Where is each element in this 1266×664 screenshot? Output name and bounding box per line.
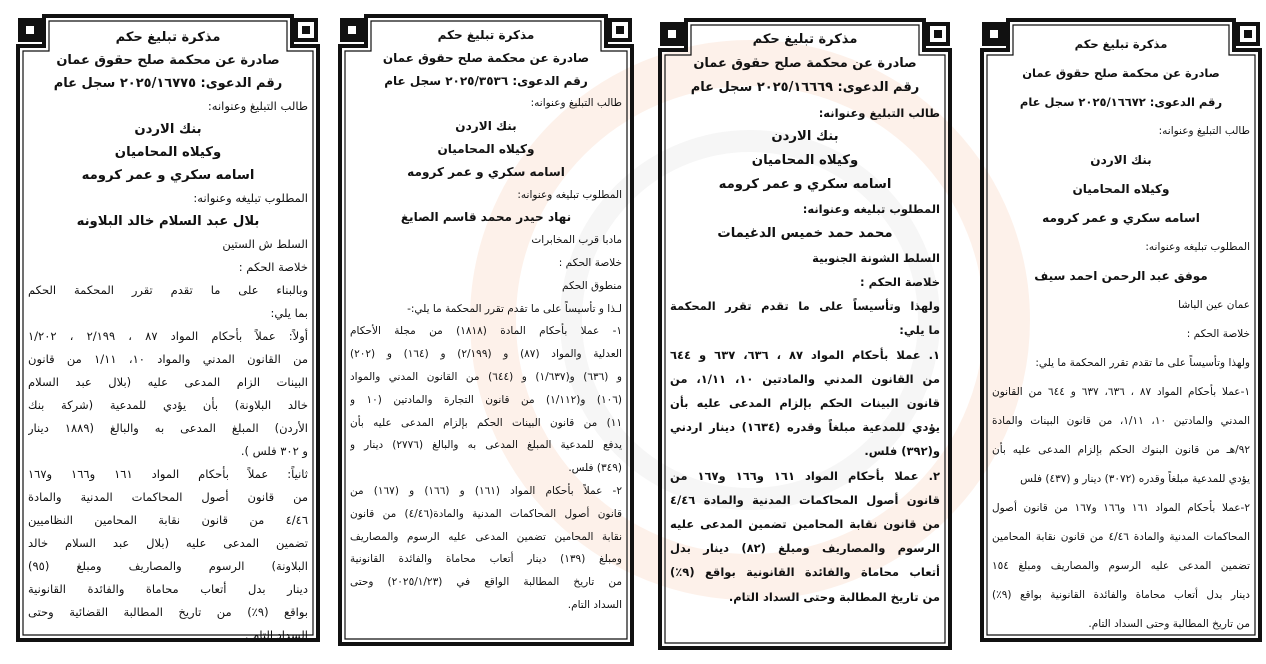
judgment-line: ٩٢/هـ من قانون البنوك الحكم بإلزام المدعى عليه بأن — [992, 444, 1250, 456]
requester-line: بنك الاردن — [134, 122, 202, 137]
judgment-line: خالد البلاونة) بأن يؤدي للمدعية (شركة بنك — [28, 398, 308, 412]
judgment-paragraph — [670, 343, 940, 464]
requester-line: وكيلاه المحاميان — [1072, 182, 1170, 196]
judgment-line: (٣٤٩) فلس. — [568, 462, 622, 475]
judgment-line: بما يلي: — [270, 306, 308, 320]
judgment-line: العدلية والمواد (٨٧) و (٢/١٩٩) و (١٦٤) و (٢٠٢) — [350, 348, 622, 361]
respondent-name: بلال عبد السلام خالد البلاونه — [76, 214, 260, 229]
judgment-line: المحاكمات المدنية والمادة ٤/٤٦ من قانون نقابة المحامين — [992, 531, 1250, 543]
summary-label: خلاصة الحكم : — [1186, 328, 1250, 340]
requester-label: طالب التبليغ وعنوانه: — [207, 99, 308, 113]
judgment-line: ما يلي: — [899, 323, 940, 338]
requester-line: اسامه سكري و عمر كرومه — [1042, 211, 1200, 225]
judgment-line: أتعاب محاماة والفائدة القانونية بواقع (٩٪) — [670, 565, 940, 580]
notice-16672 — [978, 14, 1264, 644]
respondent-address: عمان عين الباشا — [1178, 299, 1250, 311]
requester-line: اسامه سكري و عمر كرومه — [718, 177, 892, 193]
judgment-paragraph — [992, 378, 1250, 494]
judgment-line: و (٦٣٦) و(١/٦٣٧) و (٦٤٤) من القانون المدني والمواد — [350, 370, 622, 383]
judgment-line: قانون البينات الحكم بإلزام المدعى عليه بأن — [670, 396, 940, 411]
judgment-line: تضمين المدعى عليه الرسوم والمصاريف ومبلغ ١٥٤ — [992, 560, 1250, 572]
respondent-name: محمد حمد خميس الدغيمات — [717, 225, 893, 241]
judgment-line: الأردن) المبلغ المدعى به والبالغ (١٨٨٩ دينار — [28, 421, 308, 435]
notice-title: مذكرة تبليغ حكم — [437, 28, 535, 42]
judgment-line: من تاريخ المطالبة وحتى السداد التام. — [728, 589, 940, 604]
judgment-line: من قانون نقابة المحامين تضمين المدعى عليه — [670, 517, 940, 532]
judgment-line: قانون أصول المحاكمات المدنية والمادة(٤/٤٦) من قانون — [350, 507, 622, 520]
judgment-paragraph — [28, 463, 308, 647]
requester-line: وكيلاه المحاميان — [114, 145, 222, 160]
judgment-line: ثانياً: عملاً بأحكام المواد ١٦١ و١٦٦ و١٦٧ — [28, 467, 308, 481]
judgment-line: تضمين المدعى عليه (بلال عبد السلام خالد — [28, 536, 308, 550]
notice-content — [350, 24, 622, 617]
judgment-line: ١-عملا بأحكام المواد ٨٧ ، ٦٣٦، ٦٣٧ و ٦٤٤ من القانون — [992, 386, 1250, 398]
operative-label: منطوق الحكم — [562, 279, 622, 292]
judgment-line: من قانون أصول المحاكمات المدنية والمادة — [28, 490, 308, 504]
judgment-paragraph — [670, 294, 940, 342]
respondent-label: المطلوب تبليغه وعنوانه: — [802, 202, 940, 217]
court-name: صادرة عن محكمة صلح حقوق عمان — [56, 53, 280, 68]
respondent-name: موفق عبد الرحمن احمد سيف — [1034, 269, 1208, 283]
respondent-label: المطلوب تبليغه وعنوانه: — [1145, 241, 1250, 253]
respondent-address: السلط الشونة الجنوبية — [812, 250, 940, 265]
case-number: رقم الدعوى: ٢٠٢٥/١٦٧٧٥ سجل عام — [53, 76, 283, 91]
judgment-line: ولهذا وتأسيساً على ما تقدم تقرر المحكمة — [670, 299, 940, 314]
requester-line: بنك الاردن — [455, 119, 517, 134]
respondent-label: المطلوب تبليغه وعنوانه: — [193, 191, 308, 205]
judgment-line: ومبلغ (١٣٩) دينار أتعاب محاماة والفائدة القانونية — [350, 553, 622, 566]
judgment-line: وبالبناء على ما تقدم تقرر المحكمة الحكم — [28, 283, 308, 297]
respondent-name: نهاد حيدر محمد قاسم الصايغ — [400, 210, 572, 225]
judgment-line: ١١) من قانون البينات الحكم بإلزام المدعى عليه بأن — [350, 416, 622, 429]
notice-content — [670, 28, 940, 609]
requester-label: طالب التبليغ وعنوانه: — [818, 105, 940, 120]
judgment-line: البينات الزام المدعى عليه (بلال عبد السلام — [28, 375, 308, 389]
judgment-paragraph — [992, 349, 1250, 378]
judgment-line: بواقع (٩٪) من تاريخ المطالبة القضائية وحتى — [28, 605, 308, 619]
case-number: رقم الدعوى: ٢٠٢٥/٣٥٣٦ سجل عام — [384, 73, 588, 88]
respondent-address: السلط ش الستين — [222, 237, 308, 251]
case-number: رقم الدعوى: ٢٠٢٥/١٦٦٦٩ سجل عام — [690, 80, 920, 96]
summary-label: خلاصة الحكم : — [860, 275, 940, 290]
requester-line: وكيلاه المحاميان — [437, 141, 535, 156]
judgment-line: و ٣٠٢ فلس ). — [240, 444, 308, 458]
judgment-line: ٤/٤٦ من قانون نقابة المحامين النظاميين — [28, 513, 308, 527]
judgment-line: دينار بدل أتعاب محاماة والفائدة القانونية — [28, 582, 308, 596]
judgment-line: من تاريخ المطالبة الواقع في (٢٠٢٥/١/٢٣) وحتى — [350, 576, 622, 589]
judgment-line: و(٣٩٢) فلس. — [864, 444, 940, 459]
requester-line: بنك الاردن — [771, 128, 839, 144]
judgment-line: دينار بدل أتعاب محاماة والفائدة القانونية بواقع (٩٪) — [992, 589, 1250, 601]
judgment-paragraph — [992, 494, 1250, 639]
judgment-paragraph — [350, 480, 622, 617]
summary-label: خلاصة الحكم : — [238, 260, 308, 274]
judgment-paragraph — [28, 325, 308, 463]
notice-title: مذكرة تبليغ حكم — [115, 30, 221, 45]
judgment-line: أولاً: عملاً بأحكام المواد ٨٧ ، ٢/١٩٩ ، ١/٢٠٢ — [28, 329, 308, 343]
judgment-line: يدفع للمدعية المبلغ المدعى به والبالغ (٢٧٧٦) دينار و — [350, 439, 622, 452]
requester-line: اسامه سكري و عمر كرومه — [407, 164, 565, 179]
court-name: صادرة عن محكمة صلح حقوق عمان — [693, 56, 917, 72]
judgment-line: يؤدي للمدعية مبلغاً وقدره (١٦٣٤) دينار اردني — [670, 420, 940, 435]
judgment-paragraph — [670, 464, 940, 609]
judgment-line: ٢-عملا بأحكام المواد ١٦١ و١٦٦ و١٦٧ من قانون أصول — [992, 502, 1250, 514]
respondent-label: المطلوب تبليغه وعنوانه: — [517, 188, 622, 201]
judgment-line: المدني والمادتين ١٠، ١/١١، من قانون البينات والمادة — [992, 415, 1250, 427]
notice-3536 — [336, 10, 636, 648]
requester-label: طالب التبليغ وعنوانه: — [1158, 125, 1250, 137]
notice-title: مذكرة تبليغ حكم — [752, 32, 858, 47]
court-name: صادرة عن محكمة صلح حقوق عمان — [1022, 66, 1220, 80]
case-number: رقم الدعوى: ٢٠٢٥/١٦٦٧٢ سجل عام — [1019, 95, 1223, 109]
judgment-paragraph — [28, 279, 308, 325]
judgment-line: نقابة المحامين تضمين المدعى عليه الرسوم والمصاريف — [350, 530, 622, 543]
respondent-address: مادبا قرب المخابرات — [531, 234, 622, 247]
requester-line: اسامه سكري و عمر كرومه — [81, 168, 255, 183]
notice-16775 — [14, 10, 322, 644]
judgment-line: السداد التام. — [567, 598, 622, 611]
judgment-line: السداد التام . — [244, 628, 308, 642]
judgment-line: ولهذا وتأسيساً على ما تقدم تقرر المحكمة ما يلي: — [1035, 357, 1250, 369]
judgment-line: من القانون المدني والمادتين ١٠، ١/١١، من — [670, 371, 940, 386]
judgment-line: البلاونة) الرسوم والمصاريف ومبلغ (٩٥) — [28, 559, 308, 573]
summary-label: خلاصة الحكم : — [558, 256, 622, 269]
judgment-line: الرسوم والمصاريف ومبلغ (٨٢) دينار بدل — [670, 541, 940, 556]
judgment-line: ١- عملا بأحكام المادة (١٨١٨) من مجلة الأحكام — [350, 325, 622, 338]
judgment-line: ٢- عملاً بأحكام المواد (١٦١) و (١٦٦) و (١٦٧) من — [350, 484, 622, 497]
requester-line: وكيلاه المحاميان — [751, 153, 859, 169]
judgment-line: من تاريخ المطالبة وحتى السداد التام. — [1088, 618, 1250, 630]
judgment-paragraph — [350, 298, 622, 321]
judgment-line: لـذا و تأسيساً على ما تقدم تقرر المحكمة ما يلي:- — [407, 302, 622, 315]
requester-line: بنك الاردن — [1090, 153, 1152, 167]
judgment-line: ٢. عملا بأحكام المواد ١٦١ و١٦٦ و١٦٧ من — [670, 468, 940, 483]
notice-16669 — [656, 14, 954, 652]
court-name: صادرة عن محكمة صلح حقوق عمان — [382, 50, 590, 65]
notice-content — [28, 26, 308, 647]
requester-label: طالب التبليغ وعنوانه: — [530, 97, 622, 110]
notice-content — [992, 30, 1250, 639]
judgment-paragraph — [350, 320, 622, 480]
judgment-line: (١٠٦) و(١/١١٢) من قانون التجارة والمادتين (١٠ و — [350, 393, 622, 406]
judgment-line: يؤدي للمدعية مبلغاً وقدره (٣٠٧٢) دينار و (٤٣٧) فلس — [1020, 473, 1250, 485]
judgment-line: ١. عملا بأحكام المواد ٨٧ ، ٦٣٦، ٦٣٧ و ٦٤٤ — [670, 347, 940, 362]
judgment-line: قانون أصول المحاكمات المدنية والمادة ٤/٤٦ — [670, 492, 940, 507]
notice-title: مذكرة تبليغ حكم — [1074, 37, 1168, 51]
judgment-line: من القانون المدني والمواد ١٠، ١/١١ من قانون — [28, 352, 308, 366]
